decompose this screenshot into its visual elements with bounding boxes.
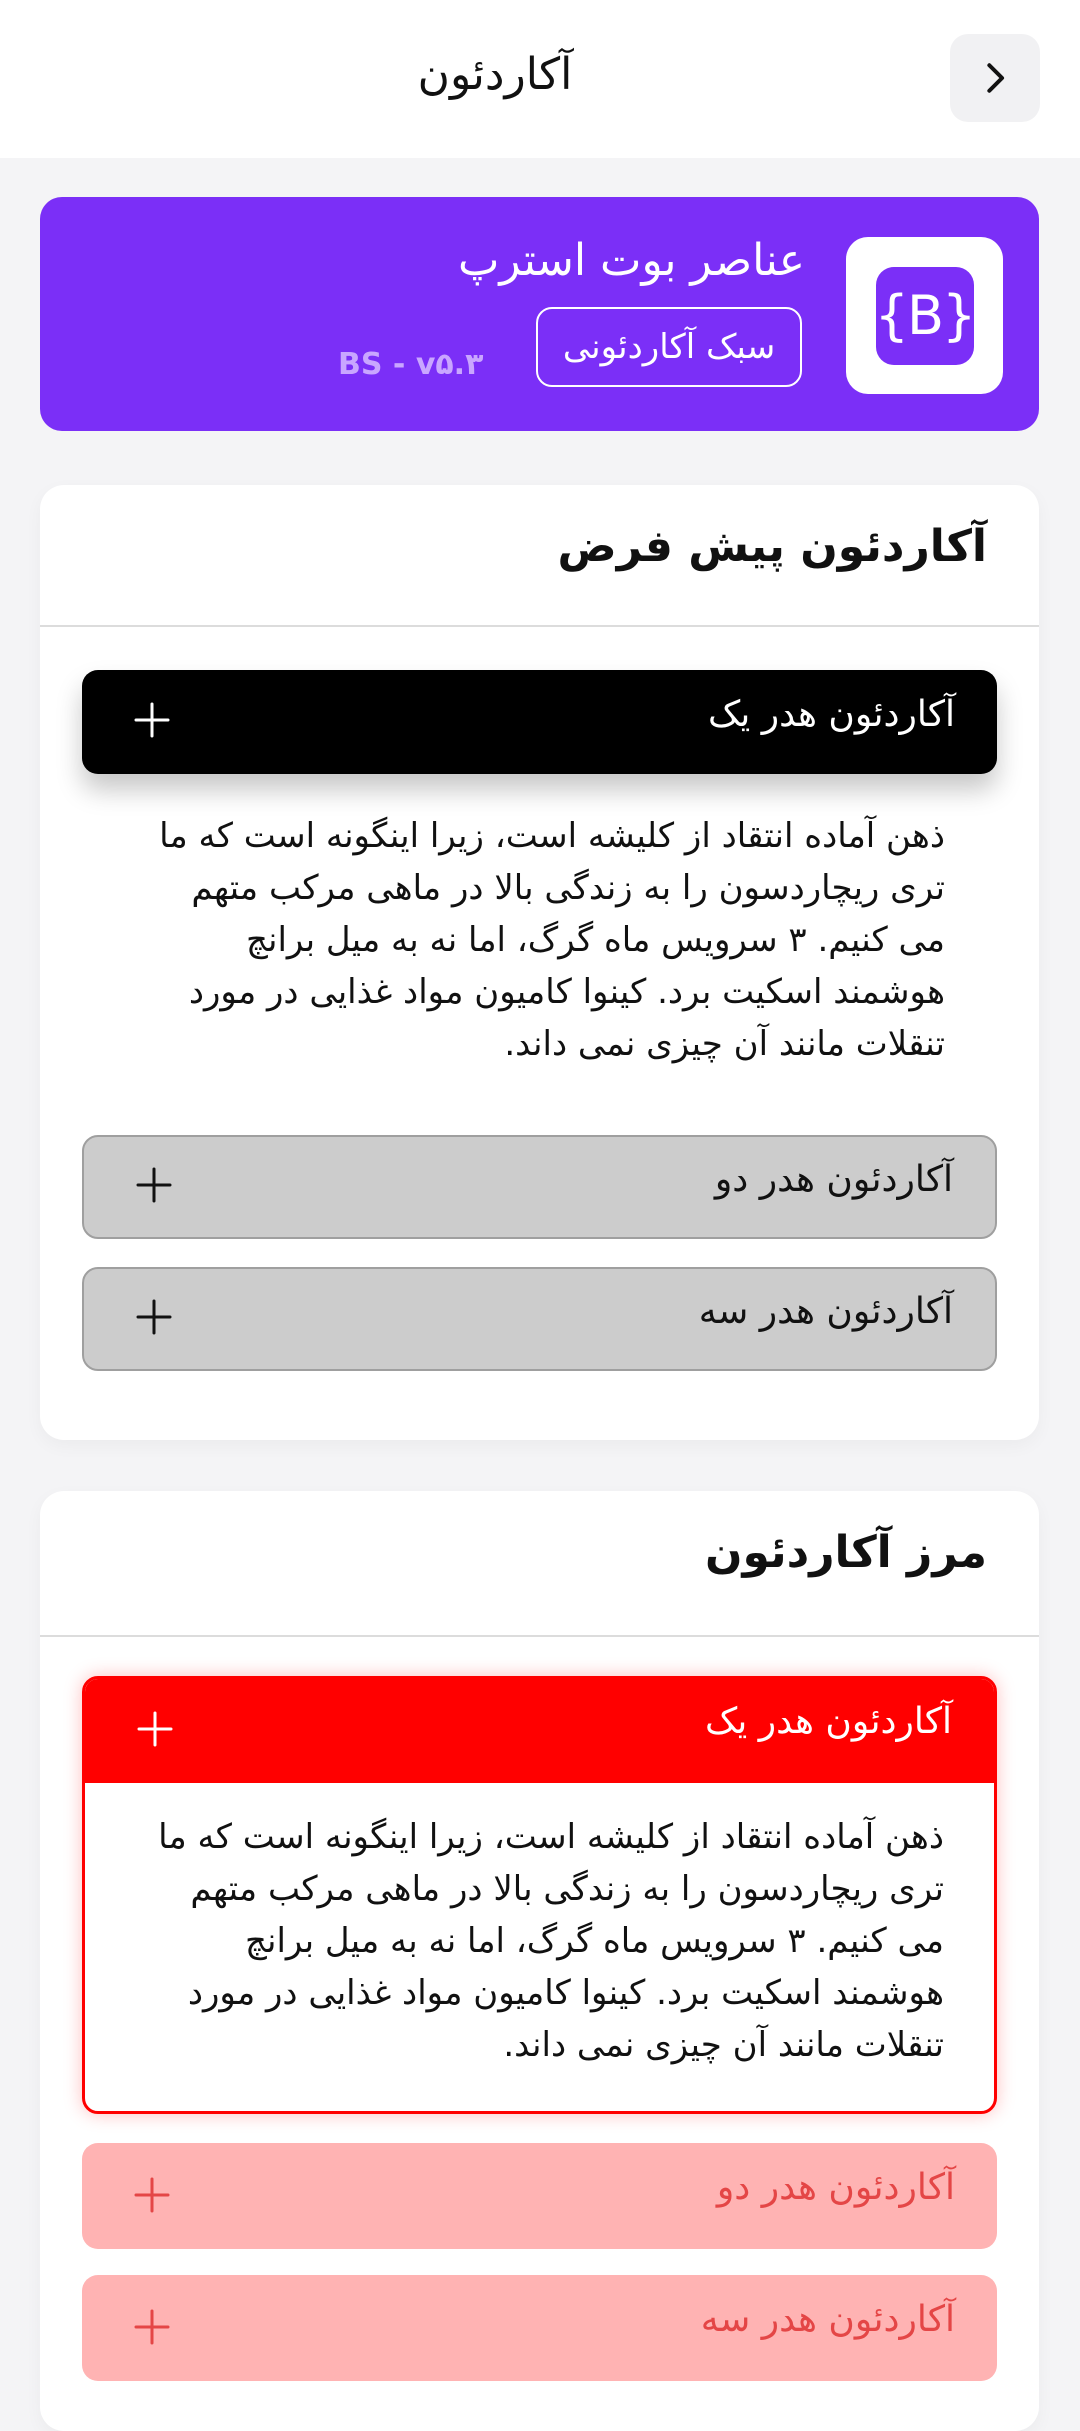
accordion-item-1[interactable] [82,1676,997,2114]
accordion-item-3[interactable] [82,2275,997,2381]
plus-icon [132,700,172,740]
default-accordion-card [40,485,1039,1440]
plus-icon [132,2175,172,2215]
accordion-header[interactable] [85,1679,994,1783]
plus-icon [132,2307,172,2347]
bootstrap-logo [846,237,1003,394]
accordion-header-label: آکاردئون هدر سه [700,2299,955,2340]
back-button[interactable] [950,34,1040,122]
hero-title: عناصر بوت استرپ [457,235,805,286]
accordion-header-label: آکاردئون هدر سه [698,1291,953,1332]
accordion-header-label: آکاردئون هدر دو [716,2167,955,2208]
accordion-item-3[interactable] [82,1267,997,1371]
hero-banner [40,197,1039,431]
accordion-body: ذهن آماده انتقاد از کلیشه است، زیرا اینگونه است که ما تری ریچاردسون را به زندگی بالا در ماهی مرکب متهم می کنیم. ۳ سرویس ماه گرگ، اما نه به میل برانچ هوشمند اسکیت برد. کینوا کامیون مواد غذایی در مورد تنقلات مانند آن چیزی نمی داند. [158,1817,944,2065]
accordion-body: ذهن آماده انتقاد از کلیشه است، زیرا اینگونه است که ما تری ریچاردسون را به زندگی بالا در ماهی مرکب متهم می کنیم. ۳ سرویس ماه گرگ، اما نه به میل برانچ هوشمند اسکیت برد. کینوا کامیون مواد غذایی در مورد تنقلات مانند آن چیزی نمی داند. [159,816,945,1064]
bootstrap-logo-icon: {B} [876,267,974,365]
accordion-item-1[interactable] [82,670,997,774]
accordion-header-label: آکاردئون هدر یک [705,1701,952,1742]
card-header [40,1491,1039,1637]
plus-icon [134,1297,174,1337]
accordion-header[interactable] [84,1137,995,1241]
accordion-header-label: آکاردئون هدر یک [708,694,955,735]
accordion-header[interactable] [82,2275,997,2379]
plus-icon [135,1709,175,1749]
accordion-item-2[interactable] [82,2143,997,2249]
accordion-item-2[interactable] [82,1135,997,1239]
accordion-header[interactable] [82,670,997,774]
chevron-right-icon [978,61,1012,95]
card-header [40,485,1039,627]
style-badge: سبک آکاردئونی [536,307,802,387]
plus-icon [134,1165,174,1205]
top-bar [0,0,1080,158]
accordion-header[interactable] [82,2143,997,2247]
accordion-header[interactable] [84,1269,995,1373]
accordion-header-label: آکاردئون هدر دو [714,1159,953,1200]
border-accordion-card [40,1491,1039,2431]
card-title: آکاردئون پیش فرض [557,521,987,572]
version-label: BS - v۵.۳ [338,347,484,382]
card-title: مرز آکاردئون [704,1527,987,1578]
page-title: آکاردئون [417,49,573,100]
